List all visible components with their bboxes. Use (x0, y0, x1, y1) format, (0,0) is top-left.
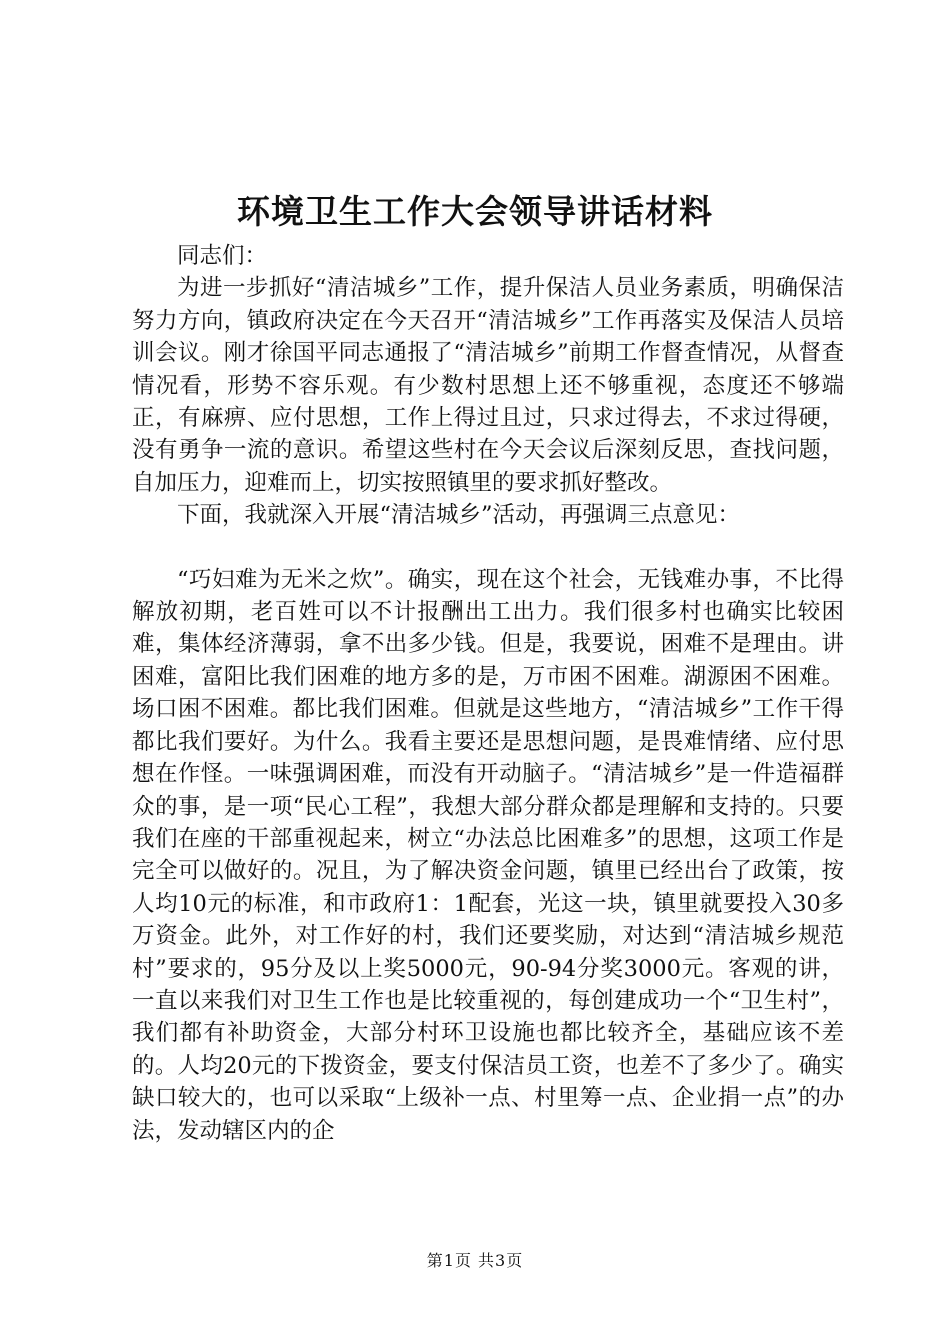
page-number-footer: 第1页 共3页 (426, 1251, 524, 1270)
paragraph-intro: 为进一步抓好“清洁城乡”工作，提升保洁人员业务素质，明确保洁努力方向，镇政府决定在今天召开“清洁城乡”工作再落实及保洁人员培训会议。刚才徐国平同志通报了“清洁城乡”前期工作督查情况，从督查情况看，形势不容乐观。有少数村思想上还不够重视，态度还不够端正，有麻痹、应付思想，工作上得过且过，只求过得去，不求过得硬，没有勇争一流的意识。希望这些村在今天会议后深刻反思，查找问题，自加压力，迎难而上，切实按照镇里的要求抓好整改。 (132, 275, 844, 496)
paragraph-transition: 下面，我就深入开展“清洁城乡”活动，再强调三点意见： (177, 502, 741, 529)
document-body (132, 240, 844, 1147)
document-title: 环境卫生工作大会领导讲话材料 (237, 192, 713, 231)
paragraph-funding: “巧妇难为无米之炊”。确实，现在这个社会，无钱难办事，不比得解放初期，老百姓可以不计报酬出工出力。我们很多村也确实比较困难，集体经济薄弱，拿不出多少钱。但是，我要说，困难不是理由。讲困难，富阳比我们困难的地方多的是，万市困不困难。湖源困不困难。场口困不困难。都比我们困难。但就是这些地方，“清洁城乡”工作干得都比我们要好。为什么。我看主要还是思想问题，是畏难情绪、应付思想在作怪。一味强调困难，而没有开动脑子。“清洁城乡”是一件造福群众的事，是一项“民心工程”，我想大部分群众都是理解和支持的。只要我们在座的干部重视起来，树立“办法总比困难多”的思想，这项工作是完全可以做好的。况且，为了解决资金问题，镇里已经出台了政策，按人均10元的标准，和市政府1：1配套，光这一块，镇里就要投入30多万资金。此外，对工作好的村，我们还要奖励，对达到“清洁城乡规范村”要求的，95分及以上奖5000元，90-94分奖3000元。客观的讲，一直以来我们对卫生工作也是比较重视的，每创建成功一个“卫生村”，我们都有补助资金，大部分村环卫设施也都比较齐全，基础应该不差的。人均20元的下拨资金，要支付保洁员工资，也差不了多少了。确实缺口较大的，也可以采取“上级补一点、村里筹一点、企业捐一点”的办法，发动辖区内的企 (132, 566, 844, 1144)
salutation: 同志们： (177, 243, 268, 269)
